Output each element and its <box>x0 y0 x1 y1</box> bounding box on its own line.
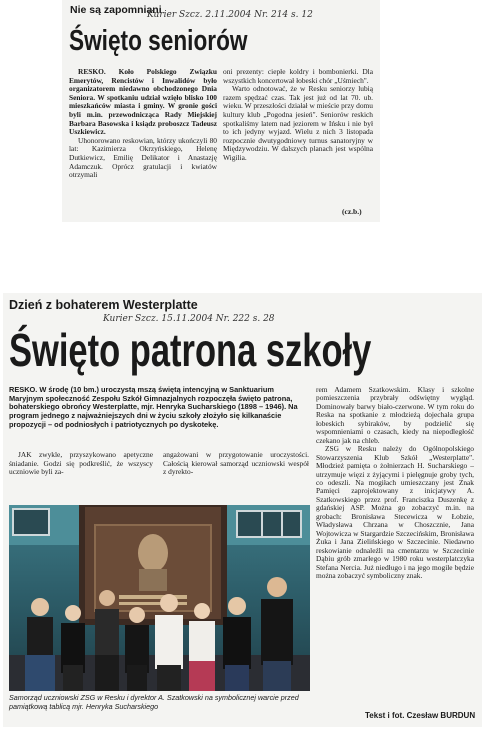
article2-paragraph: JAK zwykle, przyszykowano apetyczne śniadanie. Godzi się podkreślić, że wszyscy uczniowie byli za- <box>9 450 153 477</box>
article2-handwritten-note: Kurier Szcz. 15.11.2004 Nr. 222 s. 28 <box>103 314 275 324</box>
photo-caption: Samorząd uczniowski ZSG w Resku i dyrektor A. Szatkowski na symbolicznej warcie przed pamiątkową tablicą mjr. Henryka Sucharskiego <box>9 693 299 711</box>
article2-paragraph: angażowani w przygotowanie uroczystości. Całością kierował samorząd uczniowski wespół z dyrekto- <box>163 450 309 477</box>
article1-signature: (cz.b.) <box>342 207 362 216</box>
article2-paragraph: ZSG w Resku należy do Ogólnopolskiego Stowarzyszenia Klub Szkół „Westerplatte". Młodzież pamięta o żołnierzach H. Sucharskiego – utrzymuje więzi z żyjącymi i pielęgnuje groby tych, co odeszli. Na mogiłach umieszczany jest Znak Pamięci zaprojektowany z inicjatywy A. Szatkowskiego przez prof. Franciszka Duszenkę z gdańskiej ASP. Można go zobaczyć m.in. na grobach: Bronisława Stecewicza w Łobzie, Władysława Chrzana w Choszcznie, Jana Wojtowicza w Stargardzie Szczecińskim, Bronisława Żuka i Jana Zielińskiego w Szczecinie. Niedawno reskowianie odnaleźli na cmentarzu w Szczecinie Dąbiu grób zmarłego w 1980 roku westerplatczyka Stefana Nercia. Już niedługo i na jego mogile będzie można zobaczyć symboliczny znak. <box>316 444 474 580</box>
article1-kicker: Nie są zapomniani <box>70 4 162 16</box>
article1-handwritten-note: Kurier Szcz. 2.11.2004 Nr. 214 s. 12 <box>147 10 313 20</box>
article1-column-left <box>69 68 217 180</box>
clipping-swieto-patrona <box>3 293 482 727</box>
article1-paragraph: oni prezenty: ciepłe koldry i bombonierki. Dla wszystkich koncertował łobeski chór „Uśmiech". <box>223 67 373 85</box>
article1-column-right <box>223 68 373 163</box>
article2-column-3 <box>316 386 474 580</box>
article1-paragraph: Warto odnotować, że w Resku seniorzy lubią razem spędzać czas. Tak jest już od lat 70. ub. wieku. W przeszłości działał w mieście przy domu kultury klub „Pogodna jesień". Seniorów reskich spotkaliśmy latem nad jeziorem w Ińsku i nie był to ich jedyny wyjazd. Wielu z nich 3 listopada rozpocznie dwutygodniowy turnus sanatoryjny w Międzywodziu. W dalszych planach jest wspólna Wigilia. <box>223 84 373 162</box>
clipping-swieto-seniorow <box>62 0 380 222</box>
article2-column-1 <box>9 451 153 477</box>
article1-paragraph: RESKO. Koło Polskiego Związku Emerytów, Rencistów i Inwalidów było organizatorem niedawno obchodzonego Dnia Seniora. W spotkaniu udział wzięło blisko 100 mieszkańców miasta i gminy. W gronie gości byli m.in. przewodnicząca Rady Miejskiej Barbara Basowska i ksiądz proboszcz Tadeusz Uszkiewicz. <box>69 67 217 137</box>
article2-byline: Tekst i fot. Czesław BURDUN <box>365 711 476 720</box>
article2-kicker: Dzień z bohaterem Westerplatte <box>9 298 198 312</box>
article2-column-2 <box>163 451 309 477</box>
article2-paragraph: rem Adamem Szatkowskim. Klasy i szkolne pomieszczenia przybrały odświętny wygląd. Dominowały barwy biało-czerwone. W tym roku do Reska na spotkanie z młodzieżą dojechała grupa łobeskich sybiraków, by podzielić się wspomnieniami o czasach, kiedy na niepodległość czekano jak na chleb. <box>316 385 474 445</box>
photo-illustration <box>9 505 310 691</box>
photo-student-council <box>9 505 310 691</box>
article1-headline: Święto seniorów <box>69 25 248 57</box>
article1-paragraph: Uhonorowano reskowian, którzy ukończyli 80 lat: Kazimierza Okrzyńskiego, Helenę Dutkiewicz, Emilię Delikator i Anastazję Adamczuk. Oprócz gratulacji i kwiatów otrzymali <box>69 135 217 180</box>
article2-lead: RESKO. W środę (10 bm.) uroczystą mszą świętą intencyjną w Sanktuarium Maryjnym społeczność Zespołu Szkół Gimnazjalnych rozpoczęła święto patrona, bohaterskiego obrońcy Westerplatte, mjr. Henryka Sucharskiego (1898 – 1946). Na program jednego z najważniejszych dni w życiu szkoły złożyło się kilkanaście propozycji – od podniosłych i patriotycznych po dyskotekę. <box>9 385 298 429</box>
article2-headline: Święto patrona szkoły <box>9 324 372 376</box>
